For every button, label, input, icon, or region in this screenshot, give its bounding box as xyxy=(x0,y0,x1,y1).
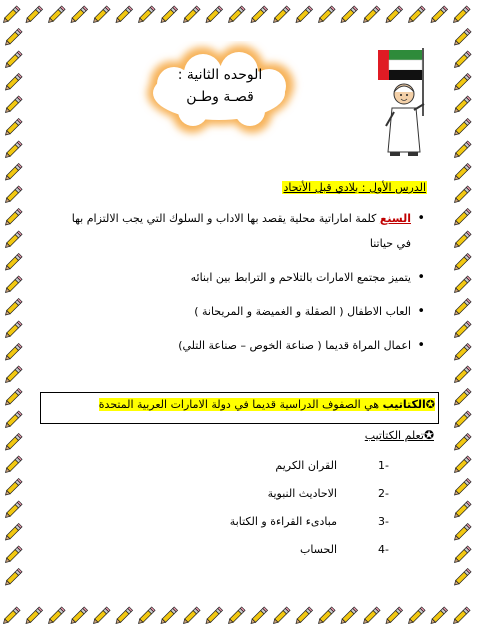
list-item xyxy=(57,265,427,290)
pencil-icon xyxy=(204,6,222,24)
pencil-icon xyxy=(4,388,22,406)
pencil-icon xyxy=(453,546,471,564)
pencil-icon xyxy=(453,208,471,226)
pencil-icon xyxy=(453,523,471,541)
list-item xyxy=(230,452,389,480)
pencil-icon xyxy=(453,163,471,181)
list-item xyxy=(57,206,427,256)
pencil-icon xyxy=(453,366,471,384)
list-item-text: يتميز مجتمع الامارات بالتلاحم و الترابط بين ابنائه xyxy=(190,271,411,284)
pencil-icon xyxy=(317,607,335,625)
pencil-icon xyxy=(339,6,357,24)
pencil-icon xyxy=(4,118,22,136)
pencil-icon xyxy=(69,6,87,24)
pencil-icon xyxy=(453,186,471,204)
pencil-icon xyxy=(453,276,471,294)
pencil-icon xyxy=(4,343,22,361)
pencil-icon xyxy=(429,607,447,625)
pencil-icon xyxy=(4,501,22,519)
pencil-icon xyxy=(4,366,22,384)
list-item xyxy=(230,480,389,508)
pencil-icon xyxy=(47,607,65,625)
item-number: -2 xyxy=(378,487,389,500)
unit-title-line1: الوحده الثانية : xyxy=(177,67,263,83)
pencil-icon xyxy=(453,478,471,496)
list-item-text: العاب الاطفال ( الصقلة و الغميضة و المريحانة ) xyxy=(194,305,411,318)
pencil-icon xyxy=(452,6,470,24)
pencil-icon xyxy=(407,6,425,24)
highlighted-term: السنع xyxy=(379,212,411,225)
pencil-icon xyxy=(182,607,200,625)
pencil-icon xyxy=(4,51,22,69)
item-label: مبادىء القراءة و الكتابة xyxy=(229,515,337,528)
item-number: -1 xyxy=(378,459,389,472)
list-item-text: كلمة اماراتية محلية يقصد بها الاداب و السلوك التي يجب الالتزام بها في حياتنا xyxy=(71,212,411,250)
item-number: -4 xyxy=(378,543,389,556)
pencil-icon xyxy=(4,568,22,586)
pencil-icon xyxy=(114,607,132,625)
pencil-icon xyxy=(4,208,22,226)
pencil-icon xyxy=(362,607,380,625)
pencil-icon xyxy=(453,73,471,91)
item-label: الحساب xyxy=(299,543,337,556)
subjects-heading-text: تعلم الكتاتيب xyxy=(364,429,424,442)
item-label: الاحاديث النبوية xyxy=(267,487,337,500)
pencil-icon xyxy=(453,456,471,474)
star-icon: ✪ xyxy=(425,398,435,411)
definition-line xyxy=(99,398,435,411)
pencil-icon xyxy=(249,607,267,625)
pencil-icon xyxy=(4,186,22,204)
pencil-icon xyxy=(4,28,22,46)
pencil-icon xyxy=(453,411,471,429)
subjects-list xyxy=(230,452,389,564)
pencil-icon xyxy=(204,607,222,625)
pencil-icon xyxy=(4,141,22,159)
pencil-icon xyxy=(339,607,357,625)
definition-text: هي الصفوف الدراسية قديما في دولة الامارات العربية المتحدة xyxy=(98,398,383,411)
item-label: القران الكريم xyxy=(275,459,337,472)
pencil-icon xyxy=(453,96,471,114)
pencil-icon xyxy=(69,607,87,625)
star-icon: ✪ xyxy=(423,428,434,442)
list-item xyxy=(230,536,389,564)
pencil-icon xyxy=(453,118,471,136)
pencil-icon xyxy=(272,607,290,625)
pencil-icon xyxy=(24,607,42,625)
pencil-icon xyxy=(407,607,425,625)
pencil-icon xyxy=(4,433,22,451)
pencil-icon xyxy=(453,321,471,339)
pencil-icon xyxy=(384,607,402,625)
pencil-icon xyxy=(453,298,471,316)
definition-box xyxy=(40,392,439,424)
pencil-icon xyxy=(4,321,22,339)
unit-title xyxy=(170,64,270,108)
pencil-icon xyxy=(453,343,471,361)
pencil-icon xyxy=(453,28,471,46)
pencil-icon xyxy=(362,6,380,24)
flag-boy-illustration xyxy=(368,44,440,159)
pencil-icon xyxy=(4,478,22,496)
pencil-icon xyxy=(4,163,22,181)
pencil-icon xyxy=(272,6,290,24)
pencil-icon xyxy=(92,607,110,625)
subjects-heading xyxy=(365,428,434,442)
pencil-icon xyxy=(4,276,22,294)
pencil-icon xyxy=(182,6,200,24)
pencil-icon xyxy=(294,607,312,625)
lesson-title: الدرس الأول : بلادي قبل الأتحاد xyxy=(283,181,426,194)
pencil-icon xyxy=(159,6,177,24)
list-item-text: اعمال المراة قديما ( صناعة الخوص – صناعة التلي) xyxy=(178,339,411,352)
pencil-icon xyxy=(384,6,402,24)
pencil-icon xyxy=(137,6,155,24)
pencil-icon xyxy=(227,6,245,24)
pencil-icon xyxy=(4,96,22,114)
pencil-icon xyxy=(4,411,22,429)
pencil-icon xyxy=(429,6,447,24)
pencil-icon xyxy=(24,6,42,24)
pencil-icon xyxy=(2,607,20,625)
pencil-icon xyxy=(2,6,20,24)
pencil-icon xyxy=(4,73,22,91)
defined-term: الكتاتيب xyxy=(382,398,426,411)
pencil-icon xyxy=(453,501,471,519)
pencil-icon xyxy=(453,388,471,406)
pencil-icon xyxy=(294,6,312,24)
pencil-icon xyxy=(114,6,132,24)
pencil-icon xyxy=(317,6,335,24)
pencil-icon xyxy=(453,253,471,271)
item-number: -3 xyxy=(378,515,389,528)
unit-title-line2: قصـة وطـن xyxy=(186,89,254,105)
pencil-icon xyxy=(249,6,267,24)
pencil-icon xyxy=(453,568,471,586)
list-item xyxy=(57,333,427,358)
pencil-icon xyxy=(4,298,22,316)
pencil-icon xyxy=(453,51,471,69)
pencil-icon xyxy=(4,523,22,541)
pencil-icon xyxy=(4,253,22,271)
pencil-icon xyxy=(453,433,471,451)
list-item xyxy=(57,299,427,324)
pencil-icon xyxy=(453,141,471,159)
pencil-icon xyxy=(47,6,65,24)
pencil-icon xyxy=(92,6,110,24)
pencil-icon xyxy=(4,231,22,249)
pencil-icon xyxy=(452,607,470,625)
worksheet xyxy=(38,36,439,596)
pencil-icon xyxy=(453,231,471,249)
list-item xyxy=(230,508,389,536)
pencil-icon xyxy=(137,607,155,625)
lesson-points xyxy=(57,206,427,358)
pencil-icon xyxy=(4,546,22,564)
pencil-icon xyxy=(159,607,177,625)
pencil-icon xyxy=(227,607,245,625)
pencil-icon xyxy=(4,456,22,474)
